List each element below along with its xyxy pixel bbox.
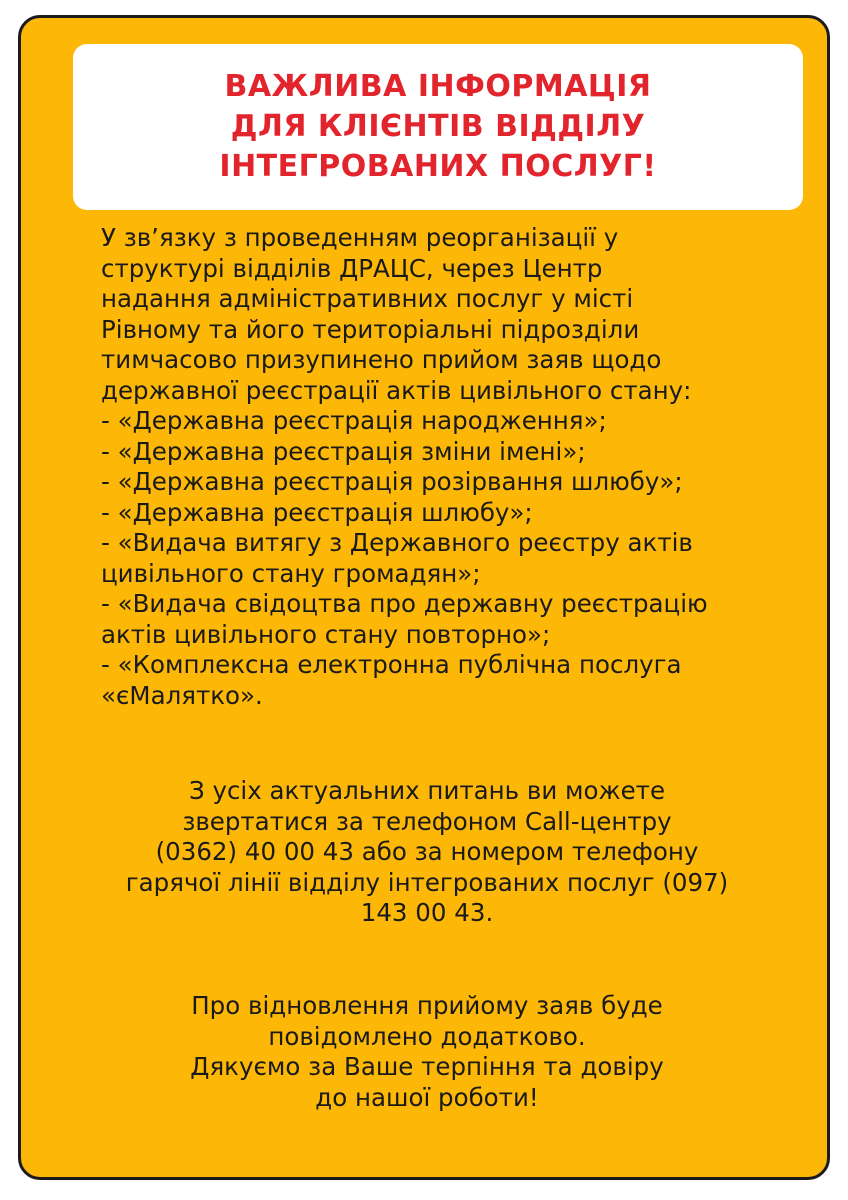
service-list-item: - «Державна реєстрація розірвання шлюбу»; <box>101 467 683 496</box>
title-line: ДЛЯ КЛІЄНТІВ ВІДДІЛУ <box>230 109 646 144</box>
closing-line: до нашої роботи! <box>315 1082 539 1112</box>
service-list-item: - «Видача витягу з Державного реєстру актів <box>101 528 693 557</box>
service-list-item: - «Державна реєстрація народження»; <box>101 406 607 435</box>
closing-line: Про відновлення прийому заяв буде <box>191 991 663 1020</box>
notice-poster <box>18 15 830 1180</box>
service-list-item: - «Державна реєстрація зміни імені»; <box>101 436 586 466</box>
contacts-text <box>41 776 813 929</box>
service-list-item: - «Видача свідоцтва про державну реєстрацію <box>101 589 708 618</box>
service-list-item: - «Комплексна електронна публічна послуга <box>101 650 682 679</box>
notice-line: Рівному та його територіальні підрозділи <box>101 314 640 344</box>
service-list-item: - «Державна реєстрація шлюбу»; <box>101 497 533 527</box>
contacts-line: З усіх актуальних питань ви можете <box>188 776 666 805</box>
notice-line: державної реєстрації актів цивільного стану: <box>101 375 692 405</box>
closing-text <box>41 991 813 1113</box>
title-line: ВАЖЛИВА ІНФОРМАЦІЯ <box>224 69 652 104</box>
service-list-item: цивільного стану громадян»; <box>101 558 481 588</box>
contacts-line: 143 00 43. <box>360 898 494 927</box>
title-line: ІНТЕГРОВАНИХ ПОСЛУГ! <box>219 149 657 184</box>
notice-line: У зв’язку з проведенням реорганізації у <box>101 223 619 252</box>
title-banner <box>73 44 803 210</box>
notice-line: надання адміністративних послуг у місті <box>101 284 634 313</box>
notice-line: тимчасово призупинено прийом заяв щодо <box>101 345 662 374</box>
notice-line: структурі відділів ДРАЦС, через Центр <box>101 253 603 283</box>
closing-line: Дякуємо за Ваше терпіння та довіру <box>190 1052 664 1081</box>
service-list-item: «єМалятко». <box>101 680 263 710</box>
closing-line: повідомлено додатково. <box>268 1021 586 1051</box>
contacts-line: (0362) 40 00 43 або за номером телефону <box>155 837 699 866</box>
notice-text <box>101 223 801 711</box>
contacts-line: гарячої лінії відділу інтегрованих послуг (097) <box>125 867 729 897</box>
service-list-item: актів цивільного стану повторно»; <box>101 619 551 649</box>
contacts-line: звертатися за телефоном Call-центру <box>182 806 672 836</box>
